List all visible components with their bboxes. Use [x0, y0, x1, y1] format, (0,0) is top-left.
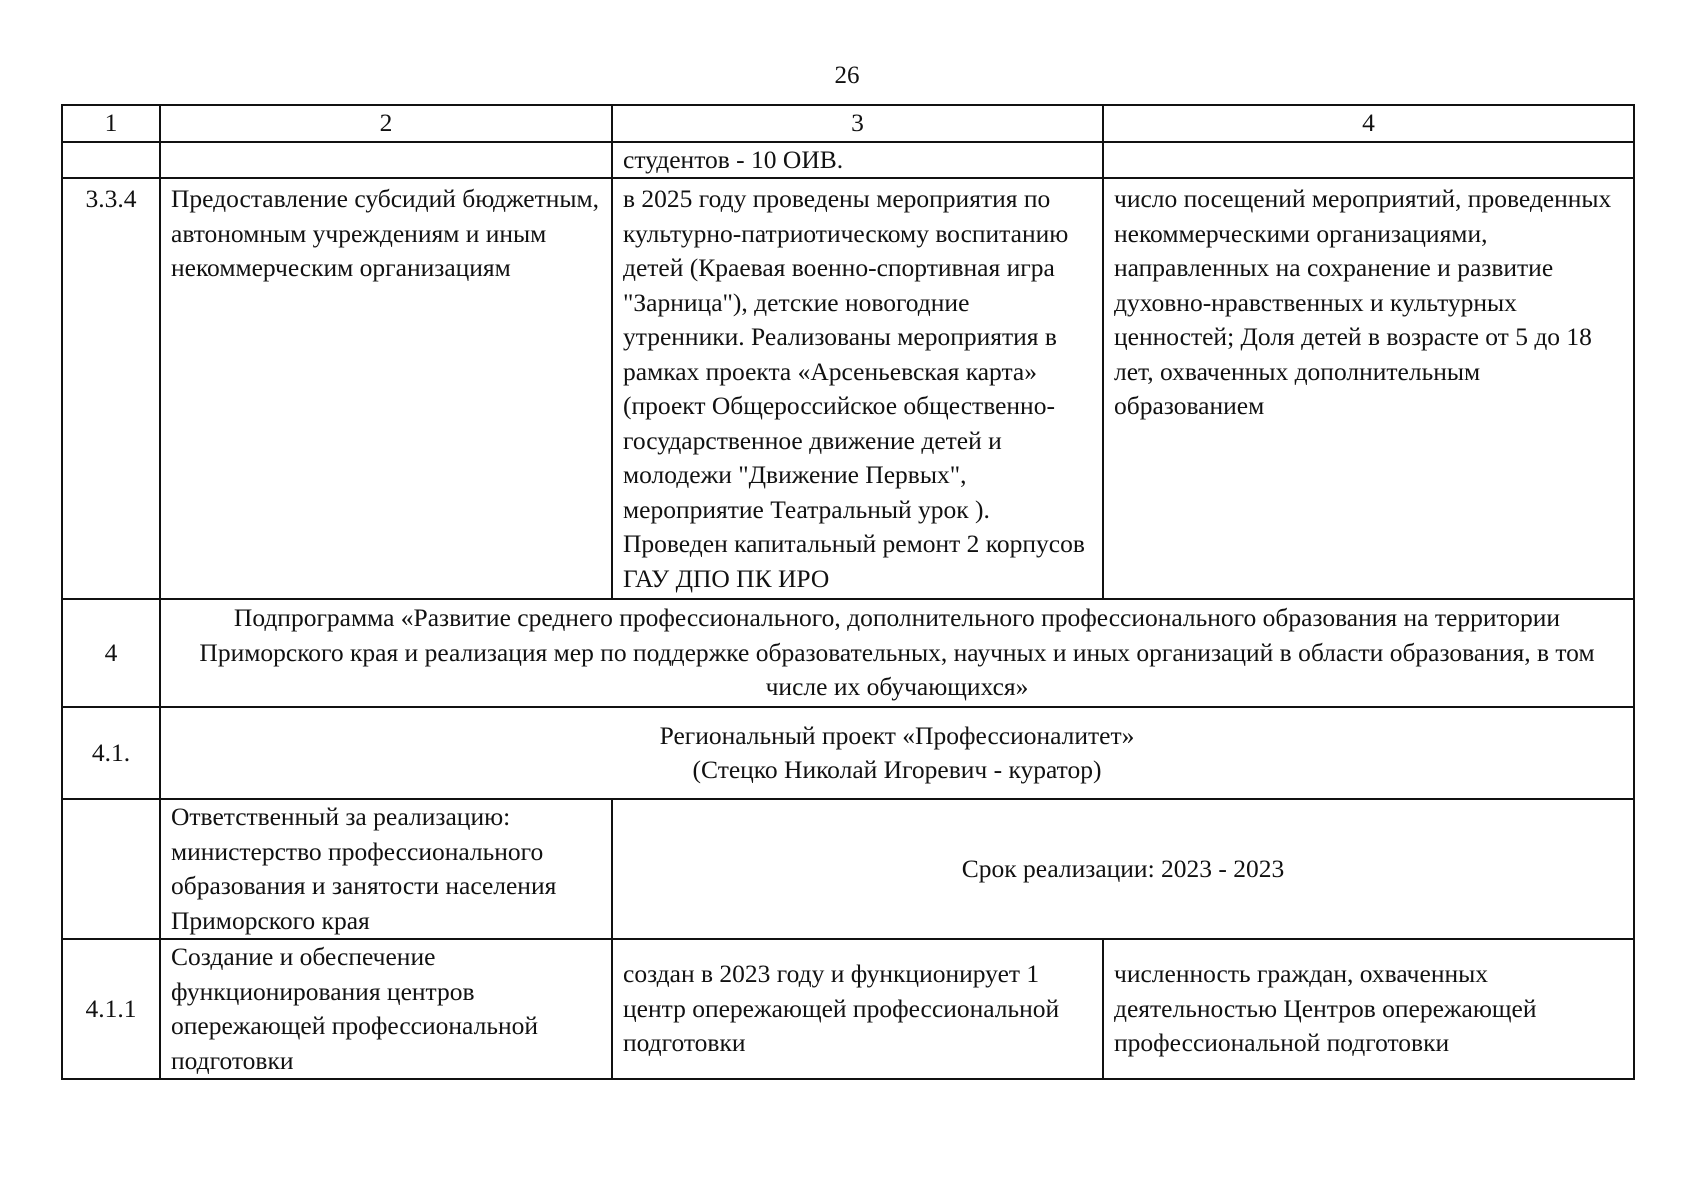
measure-result: в 2025 году проведены мероприятия по культурно-патриотическому воспитанию детей (Краевая военно-спортивная игра "Зарница"), детские новогодние утренники. Реализованы мероприятия в рамках проекта «Арсеньевская карта» (проект Общероссийское общественно-государственное движение детей и молодежи "Движение Первых", мероприятие Театральный урок ). Проведен капитальный ремонт 2 корпусов ГАУ ДПО ПК ИРО [612, 178, 1103, 599]
continuation-result: студентов - 10 ОИВ. [612, 142, 1103, 179]
continuation-num [62, 142, 160, 179]
responsible-empty [62, 799, 160, 939]
table-row-3-3-4 [62, 178, 1634, 599]
subprogram-number: 4 [62, 599, 160, 707]
project-number: 4.1. [62, 707, 160, 799]
continuation-name [160, 142, 612, 179]
report-table [61, 104, 1635, 1080]
continuation-indicator [1103, 142, 1634, 179]
responsible-row [62, 799, 1634, 939]
project-curator: (Стецко Николай Игоревич - куратор) [692, 755, 1102, 784]
header-col-3: 3 [612, 105, 1103, 142]
project-title: Региональный проект «Профессионалитет» [659, 720, 1135, 750]
subprogram-row [62, 599, 1634, 707]
implementation-term: Срок реализации: 2023 - 2023 [612, 799, 1634, 939]
project-cell [160, 707, 1634, 799]
header-col-4: 4 [1103, 105, 1634, 142]
subprogram-title: Подпрограмма «Развитие среднего профессионального, дополнительного профессионального образования на территории Приморского края и реализация мер по поддержке образовательных, научных и иных организаций в области образования, в том числе их обучающихся» [160, 599, 1634, 707]
table-row-4-1-1 [62, 939, 1634, 1079]
measure-indicator: численность граждан, охваченных деятельностью Центров опережающей профессиональной подготовки [1103, 939, 1634, 1079]
table-header-row [62, 105, 1634, 142]
measure-name: Создание и обеспечение функционирования центров опережающей профессиональной подготовки [160, 939, 612, 1079]
project-row [62, 707, 1634, 799]
measure-indicator: число посещений мероприятий, проведенных некоммерческими организациями, направленных на сохранение и развитие духовно-нравственных и культурных ценностей; Доля детей в возрасте от 5 до 18 лет, охваченных дополнительным образованием [1103, 178, 1634, 599]
continuation-row [62, 142, 1634, 179]
row-number: 4.1.1 [62, 939, 160, 1079]
measure-name: Предоставление субсидий бюджетным, автономным учреждениям и иным некоммерческим организациям [160, 178, 612, 599]
responsible-text: Ответственный за реализацию: министерство профессионального образования и занятости населения Приморского края [160, 799, 612, 939]
header-col-1: 1 [62, 105, 160, 142]
header-col-2: 2 [160, 105, 612, 142]
measure-result: создан в 2023 году и функционирует 1 центр опережающей профессиональной подготовки [612, 939, 1103, 1079]
page-number: 26 [834, 62, 860, 89]
row-number: 3.3.4 [62, 178, 160, 599]
